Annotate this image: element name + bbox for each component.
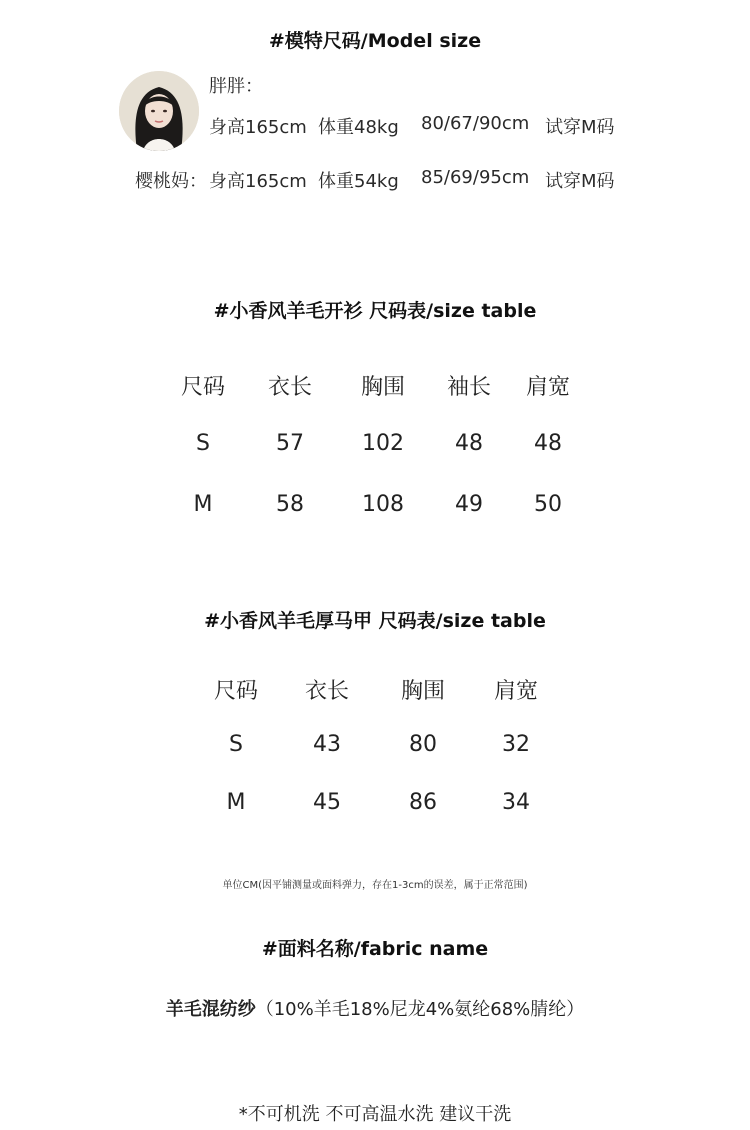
vest-table-heading: #小香风羊毛厚马甲 尺码表/size table bbox=[204, 610, 546, 632]
table-cell: 50 bbox=[534, 492, 562, 517]
model2-height: 身高165cm bbox=[209, 171, 307, 192]
vest-header-size: 尺码 bbox=[213, 679, 258, 704]
cardigan-table-heading: #小香风羊毛开衫 尺码表/size table bbox=[213, 300, 537, 322]
table-cell: 49 bbox=[455, 492, 483, 517]
table-cell: 108 bbox=[362, 492, 404, 517]
table-cell: 80 bbox=[409, 732, 437, 757]
model1-measurements: 80/67/90cm bbox=[421, 113, 530, 134]
table-cell: 48 bbox=[534, 431, 562, 456]
table-cell: 32 bbox=[502, 732, 530, 757]
table-cell: S bbox=[229, 732, 243, 757]
cardigan-header-shoulder: 肩宽 bbox=[525, 375, 570, 400]
vest-header-chest: 胸围 bbox=[400, 679, 445, 704]
model2-measurements: 85/69/95cm bbox=[421, 167, 530, 188]
model1-weight: 体重48kg bbox=[318, 117, 399, 138]
table-cell: 43 bbox=[313, 732, 341, 757]
cardigan-header-size: 尺码 bbox=[180, 375, 225, 400]
fabric-description bbox=[0, 995, 750, 1021]
model1-height: 身高165cm bbox=[209, 117, 307, 138]
model-avatar bbox=[119, 71, 199, 151]
vest-header-shoulder: 肩宽 bbox=[493, 679, 538, 704]
model-size-heading: #模特尺码/Model size bbox=[268, 30, 482, 52]
cardigan-header-chest: 胸围 bbox=[360, 375, 405, 400]
model2-tried-size: 试穿M码 bbox=[545, 171, 615, 192]
table-cell: 86 bbox=[409, 790, 437, 815]
vest-header-length: 衣长 bbox=[304, 679, 349, 704]
table-cell: M bbox=[193, 492, 213, 517]
table-cell: S bbox=[196, 431, 210, 456]
fabric-name: 羊毛混纺纱 bbox=[165, 999, 256, 1020]
unit-note: 单位CM(因平铺测量或面料弹力，存在1-3cm的误差，属于正常范围) bbox=[222, 880, 528, 891]
table-cell: 58 bbox=[276, 492, 304, 517]
table-cell: 34 bbox=[502, 790, 530, 815]
model2-weight: 体重54kg bbox=[318, 171, 399, 192]
table-cell: M bbox=[226, 790, 246, 815]
table-cell: 57 bbox=[276, 431, 304, 456]
table-cell: 45 bbox=[313, 790, 341, 815]
model1-name: 胖胖： bbox=[209, 76, 263, 97]
fabric-composition: （10%羊毛18%尼龙4%氨纶68%腈纶） bbox=[255, 999, 585, 1020]
table-cell: 102 bbox=[362, 431, 404, 456]
fabric-heading: #面料名称/fabric name bbox=[261, 938, 489, 960]
model-portrait-icon bbox=[119, 71, 199, 151]
model1-tried-size: 试穿M码 bbox=[545, 117, 615, 138]
cardigan-header-sleeve: 袖长 bbox=[446, 375, 491, 400]
care-instructions: *不可机洗 不可高温水洗 建议干洗 bbox=[238, 1104, 512, 1125]
model2-name: 樱桃妈： bbox=[135, 171, 207, 192]
cardigan-header-length: 衣长 bbox=[267, 375, 312, 400]
table-cell: 48 bbox=[455, 431, 483, 456]
